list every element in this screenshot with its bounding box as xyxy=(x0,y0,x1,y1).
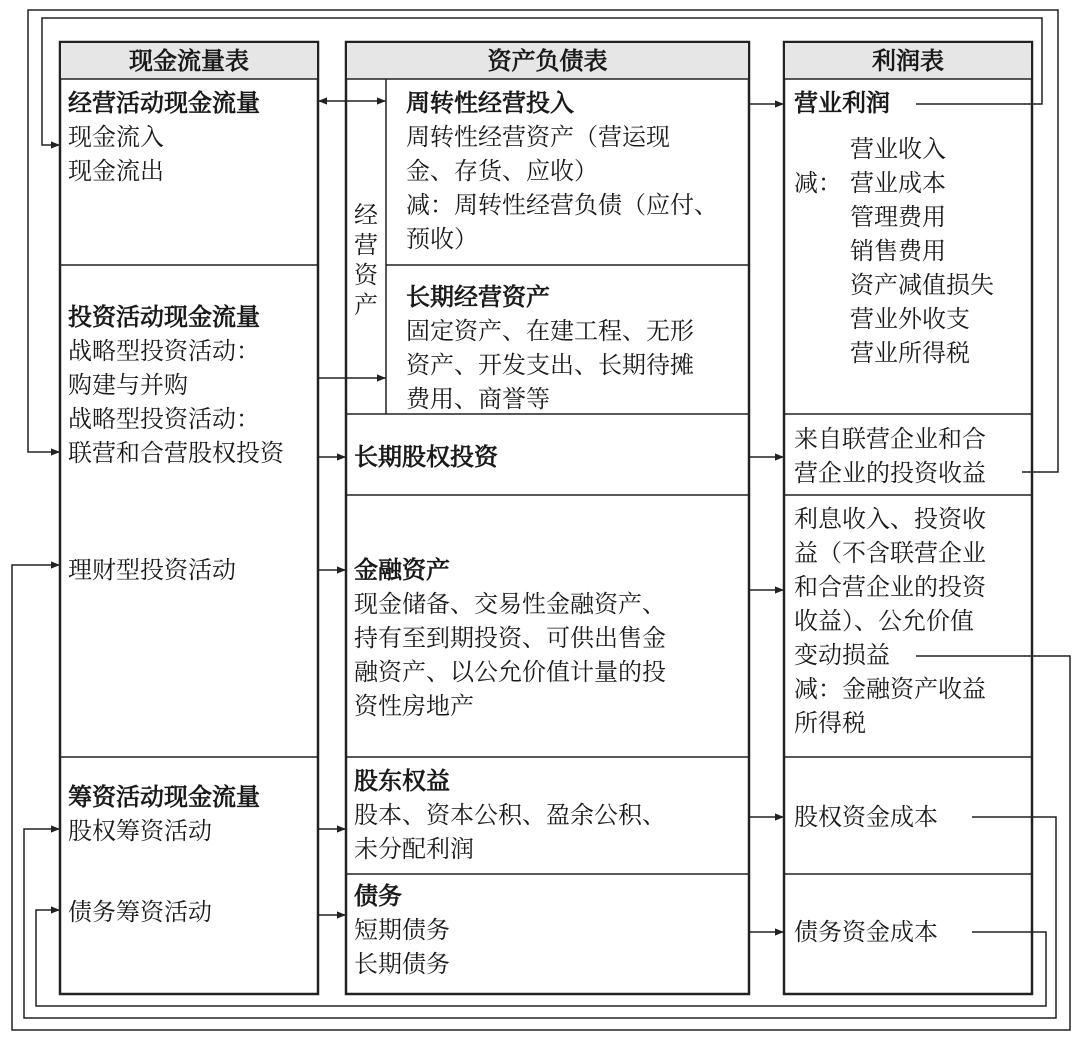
equity-line-2: 未分配利润 xyxy=(354,835,474,863)
debt-title: 债务 xyxy=(354,882,402,910)
investing-cash-flow-title: 投资活动现金流量 xyxy=(68,303,260,331)
strategic-investing-1: 战略型投资活动： xyxy=(68,337,260,365)
construction-acquisition: 购建与并购 xyxy=(68,371,188,399)
op-item-income-tax: 营业所得税 xyxy=(850,339,970,367)
balance-sheet-header: 资产负债表 xyxy=(487,47,608,75)
op-item-impairment: 资产减值损失 xyxy=(850,271,994,299)
working-capital-line-3: 减：周转性经营负债（应付、 xyxy=(406,191,718,219)
short-term-debt: 短期债务 xyxy=(354,916,450,944)
equity-investment-title: 长期股权投资 xyxy=(354,443,498,471)
long-term-assets-line-1: 固定资产、在建工程、无形 xyxy=(406,317,694,345)
financial-income-line-7: 所得税 xyxy=(794,709,866,737)
cash-flow-header: 现金流量表 xyxy=(129,47,249,75)
associates-income-line-1: 来自联营企业和合 xyxy=(794,425,986,453)
debt-financing: 债务筹资活动 xyxy=(68,898,212,926)
working-capital-line-1: 周转性经营资产（营运现 xyxy=(406,123,670,151)
financial-income-line-2: 益（不含联营企业 xyxy=(794,539,986,567)
long-term-debt: 长期债务 xyxy=(354,950,450,978)
financial-assets-line-4: 资性房地产 xyxy=(354,692,474,720)
financial-income-line-3: 和合营企业的投资 xyxy=(794,573,986,601)
working-capital-title: 周转性经营投入 xyxy=(406,89,574,117)
financial-assets-line-2: 持有至到期投资、可供出售金 xyxy=(354,624,666,652)
financial-income-line-4: 收益）、公允价值 xyxy=(794,607,974,635)
working-capital-line-2: 金、存货、应收） xyxy=(406,157,598,185)
long-term-assets-line-2: 资产、开发支出、长期待摊 xyxy=(406,351,694,379)
long-term-assets-line-3: 费用、商誉等 xyxy=(406,385,550,413)
associate-equity-investing: 联营和合营股权投资 xyxy=(68,439,284,467)
income-statement-header: 利润表 xyxy=(872,47,944,75)
financial-income-line-6: 减：金融资产收益 xyxy=(794,675,986,703)
working-capital-line-4: 预收） xyxy=(406,225,478,253)
operating-profit-minus: 减： xyxy=(794,169,842,197)
cash-inflow: 现金流入 xyxy=(68,123,164,151)
equity-title: 股东权益 xyxy=(354,767,450,795)
financial-assets-title: 金融资产 xyxy=(354,556,450,584)
operating-profit-title: 营业利润 xyxy=(794,89,890,117)
financial-investing: 理财型投资活动 xyxy=(68,556,236,584)
op-item-cost: 营业成本 xyxy=(850,169,946,197)
debt-cost: 债务资金成本 xyxy=(794,918,938,946)
financial-assets-line-1: 现金储备、交易性金融资产、 xyxy=(354,590,666,618)
equity-cost: 股权资金成本 xyxy=(794,803,938,831)
equity-line-1: 股本、资本公积、盈余公积、 xyxy=(354,801,666,829)
financing-cash-flow-title: 筹资活动现金流量 xyxy=(68,783,260,811)
cash-outflow: 现金流出 xyxy=(68,157,164,185)
associates-income-line-2: 营企业的投资收益 xyxy=(794,459,986,487)
equity-financing: 股权筹资活动 xyxy=(68,817,212,845)
strategic-investing-2: 战略型投资活动： xyxy=(68,405,260,433)
op-item-selling: 销售费用 xyxy=(850,237,946,265)
operating-assets-label: 经营资产 xyxy=(354,201,378,319)
financial-assets-line-3: 融资产、以公允价值计量的投 xyxy=(354,658,666,686)
financial-income-line-5: 变动损益 xyxy=(794,641,890,669)
financial-income-line-1: 利息收入、投资收 xyxy=(794,505,986,533)
long-term-assets-title: 长期经营资产 xyxy=(406,283,550,311)
op-item-nonoperating: 营业外收支 xyxy=(850,305,970,333)
op-item-revenue: 营业收入 xyxy=(850,135,946,163)
operating-cash-flow-title: 经营活动现金流量 xyxy=(68,89,260,117)
op-item-admin: 管理费用 xyxy=(850,203,946,231)
